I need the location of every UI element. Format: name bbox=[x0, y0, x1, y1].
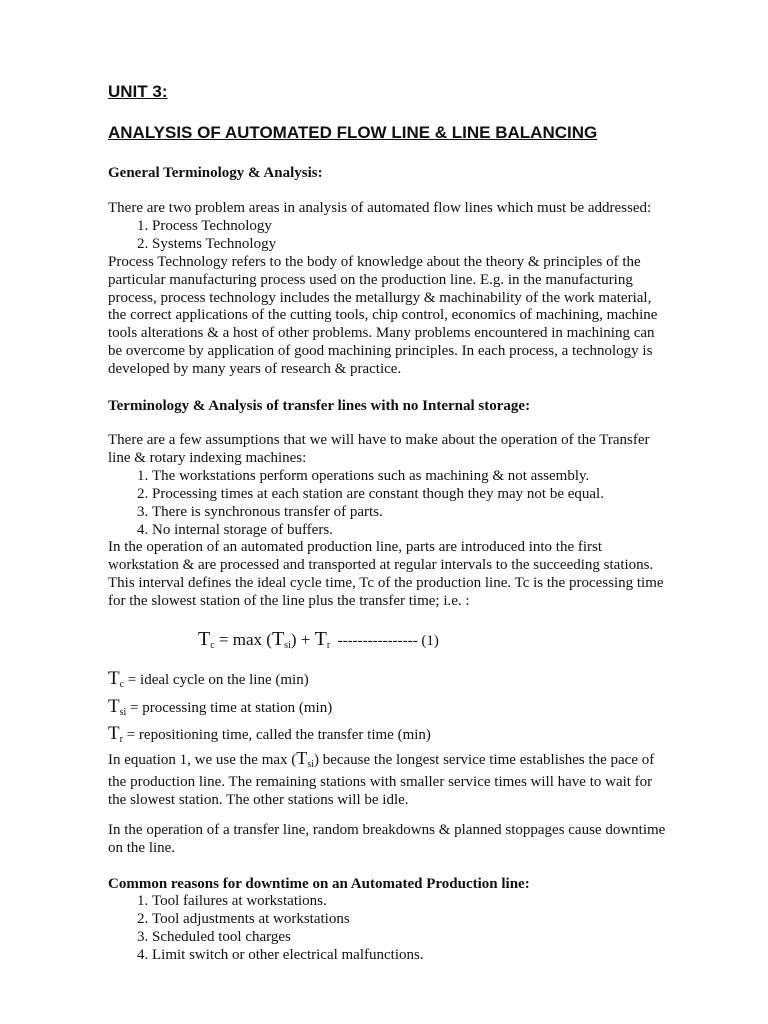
inline-symbol: T bbox=[296, 748, 308, 768]
definition-text: = repositioning time, called the transfer time (min) bbox=[122, 727, 431, 743]
section-transfer-paragraph: In the operation of an automated production line, parts are introduced into the first workstation & are processed and transported at regular intervals to the succeeding stations. This interval defines the ideal cycle time, Tc of the production line. Tc is the processing time for the slowest station of the line plus the transfer time; i.e. : bbox=[108, 539, 664, 610]
section-heading-transfer: Terminology & Analysis of transfer lines with no Internal storage: bbox=[108, 398, 531, 414]
section-general-list bbox=[108, 218, 668, 254]
downtime-reasons-list bbox=[108, 893, 668, 965]
definition-row bbox=[108, 696, 431, 724]
definition-subscript: c bbox=[119, 679, 125, 690]
list-item: 2. Tool adjustments at workstations bbox=[152, 911, 668, 929]
equation-symbol: T bbox=[314, 628, 327, 650]
section-general-body bbox=[108, 200, 668, 379]
list-item: 1. The workstations perform operations such as machining & not assembly. bbox=[152, 468, 668, 486]
inline-subscript: si bbox=[307, 759, 314, 770]
list-item: 1. Tool failures at workstations. bbox=[152, 893, 668, 911]
list-item: 4. No internal storage of buffers. bbox=[152, 522, 668, 540]
downtime-reasons bbox=[108, 893, 668, 965]
unit-title: UNIT 3: bbox=[108, 82, 168, 101]
equation-text: ) + bbox=[290, 630, 315, 649]
cycle-time-equation bbox=[198, 628, 439, 651]
section-general-paragraph: Process Technology refers to the body of knowledge about the theory & principles of the particular manufacturing process used on the production line. E.g. in the manufacturing process, process technology includes the metallurgy & machinability of the work material, the correct applications of the cutting tools, chip control, economics of machining, machine tools alterations & a host of other problems. Many problems encountered in machining can be overcome by application of good machining principles. In each process, a technology is developed by many years of research & practice. bbox=[108, 253, 658, 378]
definition-subscript: r bbox=[119, 734, 123, 745]
list-item: 3. Scheduled tool charges bbox=[152, 929, 668, 947]
equation-subscript: c bbox=[210, 640, 215, 651]
equation-subscript: r bbox=[326, 640, 331, 651]
list-item: 1. Process Technology bbox=[152, 218, 668, 236]
equation-explanation bbox=[108, 750, 668, 810]
symbol-definitions bbox=[108, 668, 431, 751]
downtime-paragraph: In the operation of a transfer line, random breakdowns & planned stoppages cause downtime on the line. bbox=[108, 822, 666, 856]
equation-symbol: T bbox=[271, 628, 285, 650]
text-segment: In equation 1, we use the max ( bbox=[108, 752, 297, 768]
section-heading-general: General Terminology & Analysis: bbox=[108, 165, 323, 181]
list-item: 2. Processing times at each station are constant though they may not be equal. bbox=[152, 486, 668, 504]
definition-symbol: T bbox=[108, 668, 120, 689]
section-transfer-intro: There are a few assumptions that we will have to make about the operation of the Transfer line & rotary indexing machines: bbox=[108, 432, 650, 466]
section-transfer-body bbox=[108, 432, 668, 611]
text-segment: ) because the longest service time establishes the pace of the production line. The remaining stations with smaller service times will have to wait for the slowest station. The other stations will be idle. bbox=[108, 752, 655, 808]
list-item: 4. Limit switch or other electrical malfunctions. bbox=[152, 947, 668, 965]
equation-symbol: T bbox=[198, 628, 211, 650]
definition-symbol: T bbox=[108, 695, 120, 717]
equation-number: ---------------- (1) bbox=[330, 633, 439, 649]
assumptions-list bbox=[108, 468, 668, 540]
list-item: 2. Systems Technology bbox=[152, 236, 668, 254]
section-heading-downtime: Common reasons for downtime on an Automated Production line: bbox=[108, 876, 530, 892]
definition-symbol: T bbox=[108, 723, 120, 744]
section-general-intro: There are two problem areas in analysis of automated flow lines which must be addressed: bbox=[108, 200, 652, 216]
equation-subscript: si bbox=[284, 640, 291, 651]
definition-subscript: si bbox=[119, 706, 127, 718]
equation-text: = max ( bbox=[214, 630, 272, 649]
definition-row bbox=[108, 668, 431, 696]
definition-text: = processing time at station (min) bbox=[126, 699, 333, 716]
list-item: 3. There is synchronous transfer of parts. bbox=[152, 504, 668, 522]
equation-explanation-text bbox=[108, 750, 668, 810]
definition-text: = ideal cycle on the line (min) bbox=[124, 672, 309, 688]
definition-row bbox=[108, 723, 431, 751]
main-title: ANALYSIS OF AUTOMATED FLOW LINE & LINE BALANCING bbox=[108, 123, 598, 142]
